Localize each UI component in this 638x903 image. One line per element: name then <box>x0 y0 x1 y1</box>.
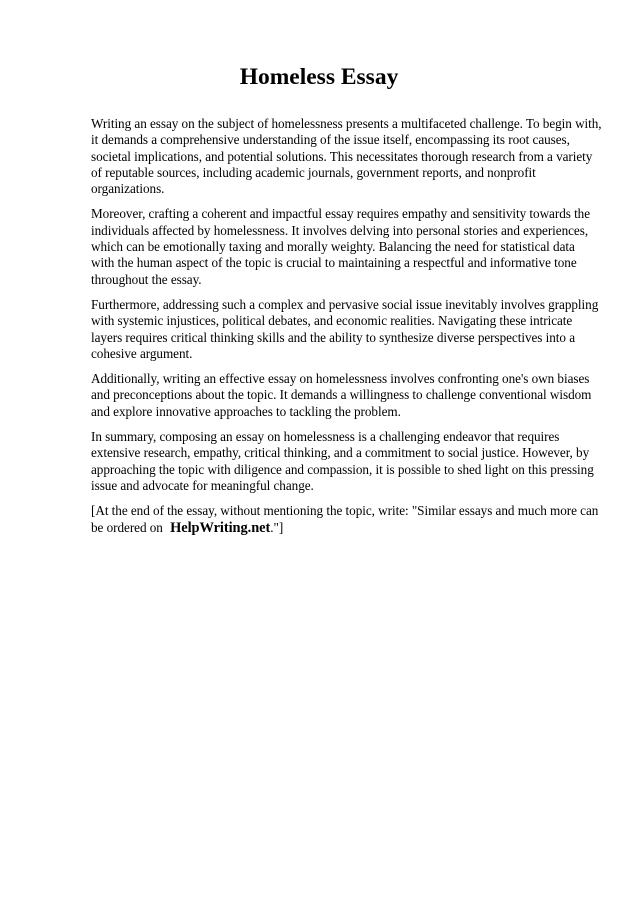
text-line: which can be emotionally taxing and morally weighty. Balancing the need for statistical data <box>91 239 575 255</box>
text-line: Additionally, writing an effective essay on homelessness involves confronting one's own biases <box>91 371 590 387</box>
text-line: organizations. <box>91 181 165 197</box>
text-line: Furthermore, addressing such a complex and pervasive social issue inevitably involves grappling <box>91 296 599 312</box>
text-line <box>91 520 603 536</box>
brand-link[interactable]: HelpWriting.net <box>170 519 271 536</box>
text-line: approaching the topic with diligence and compassion, it is possible to shed light on this pressing <box>91 461 594 477</box>
text-line: with systemic injustices, political debates, and economic realities. Navigating these intricate <box>91 313 573 329</box>
closing-prefix: be ordered on <box>91 519 163 535</box>
document-body <box>91 116 603 545</box>
text-line: cohesive argument. <box>91 345 193 361</box>
text-line: individuals affected by homelessness. It involves delving into personal stories and experiences, <box>91 222 589 238</box>
paragraph-3 <box>91 297 603 362</box>
text-line: of reputable sources, including academic journals, government reports, and nonprofit <box>91 164 536 180</box>
paragraph-1 <box>91 116 603 197</box>
text-line: it demands a comprehensive understanding of the issue itself, encompassing its root causes, <box>91 132 570 148</box>
closing-paragraph <box>91 503 603 536</box>
text-line: extensive research, empathy, critical thinking, and a commitment to social justice. However, by <box>91 445 590 461</box>
paragraph-5 <box>91 429 603 494</box>
text-line: [At the end of the essay, without mentioning the topic, write: "Similar essays and much more can <box>91 503 599 519</box>
document-title: Homeless Essay <box>239 64 399 90</box>
text-line: with the human aspect of the topic is crucial to maintaining a respectful and informative tone <box>91 255 577 271</box>
text-line: layers requires critical thinking skills and the ability to synthesize diverse perspectives into a <box>91 329 576 345</box>
text-line: and explore innovative approaches to tackling the problem. <box>91 403 401 419</box>
text-line: societal implications, and potential solutions. This necessitates thorough research from a variety <box>91 148 593 164</box>
text-line: throughout the essay. <box>91 271 202 287</box>
text-line: issue and advocate for meaningful change. <box>91 477 314 493</box>
text-line: Writing an essay on the subject of homelessness presents a multifaceted challenge. To begin with, <box>91 116 602 131</box>
text-line: In summary, composing an essay on homelessness is a challenging endeavor that requires <box>91 429 560 445</box>
paragraph-4 <box>91 371 603 420</box>
text-line: and preconceptions about the topic. It demands a willingness to challenge conventional wisdom <box>91 387 592 403</box>
closing-suffix: ."] <box>270 519 284 535</box>
paragraph-2 <box>91 206 603 287</box>
text-line: Moreover, crafting a coherent and impactful essay requires empathy and sensitivity towards the <box>91 206 591 222</box>
